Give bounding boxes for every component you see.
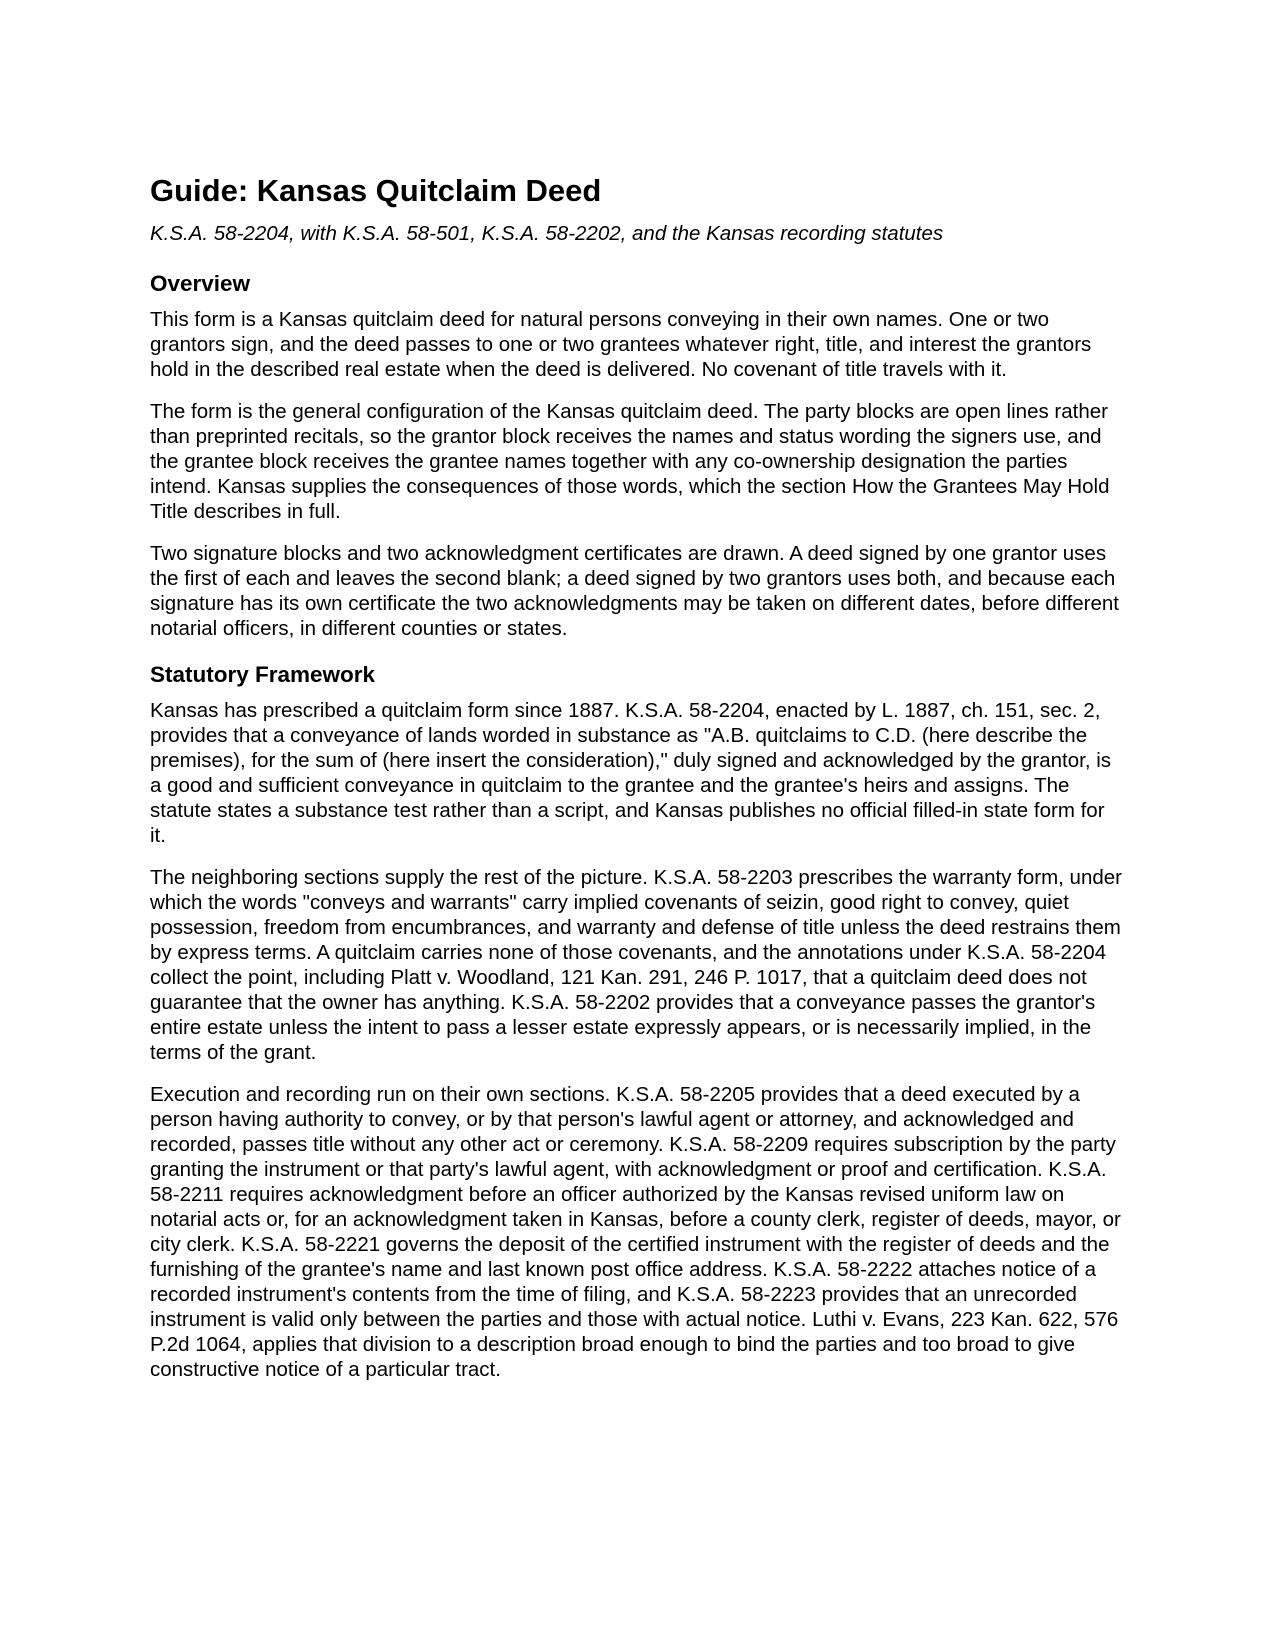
section-heading-statutory-framework: Statutory Framework [150, 661, 376, 687]
section-heading-overview: Overview [150, 270, 251, 296]
paragraph: Execution and recording run on their own sections. K.S.A. 58-2205 provides that a deed executed by a person having authority to convey, or by that person's lawful agent or attorney, and acknowledged and recorded, passes title without any other act or ceremony. K.S.A. 58-2209 requires subscription by the party granting the instrument or that party's lawful agent, with acknowledgment or proof and certification. K.S.A. 58-2211 requires acknowledgment before an officer authorized by the Kansas revised uniform law on notarial acts or, for an acknowledgment taken in Kansas, before a county clerk, register of deeds, mayor, or city clerk. K.S.A. 58-2221 governs the deposit of the certified instrument with the register of deeds and the furnishing of the grantee's name and last known post office address. K.S.A. 58-2222 attaches notice of a recorded instrument's contents from the time of filing, and K.S.A. 58-2223 provides that an unrecorded instrument is valid only between the parties and those with actual notice. Luthi v. Evans, 223 Kan. 622, 576 P.2d 1064, applies that division to a description broad enough to bind the parties and too broad to give constructive notice of a particular tract. [150, 1082, 1121, 1381]
document-subtitle: K.S.A. 58-2204, with K.S.A. 58-501, K.S.A. 58-2202, and the Kansas recording statutes [150, 222, 944, 246]
paragraph: Kansas has prescribed a quitclaim form since 1887. K.S.A. 58-2204, enacted by L. 1887, ch. 151, sec. 2, provides that a conveyance of lands worded in substance as "A.B. quitclaims to C.D. (here describe the premises), for the sum of (here insert the consideration)," duly signed and acknowledged by the grantor, is a good and sufficient conveyance in quitclaim to the grantee and the grantee's heirs and assigns. The statute states a substance test rather than a script, and Kansas publishes no official filled-in state form for it. [150, 698, 1112, 847]
section-overview [150, 270, 1126, 641]
document-page [150, 172, 1126, 1382]
document-title: Guide: Kansas Quitclaim Deed [150, 173, 602, 208]
paragraph: The neighboring sections supply the rest of the picture. K.S.A. 58-2203 prescribes the warranty form, under which the words "conveys and warrants" carry implied covenants of seizin, good right to convey, quiet possession, freedom from encumbrances, and warranty and defense of title unless the deed restrains them by express terms. A quitclaim carries none of those covenants, and the annotations under K.S.A. 58-2204 collect the point, including Platt v. Woodland, 121 Kan. 291, 246 P. 1017, that a quitclaim deed does not guarantee that the owner has anything. K.S.A. 58-2202 provides that a conveyance passes the grantor's entire estate unless the intent to pass a lesser estate expressly appears, or is necessarily implied, in the terms of the grant. [150, 865, 1122, 1064]
paragraph: Two signature blocks and two acknowledgment certificates are drawn. A deed signed by one grantor uses the first of each and leaves the second blank; a deed signed by two grantors uses both, and because each signature has its own certificate the two acknowledgments may be taken on different dates, before different notarial officers, in different counties or states. [150, 541, 1119, 640]
paragraph: The form is the general configuration of the Kansas quitclaim deed. The party blocks are open lines rather than preprinted recitals, so the grantor block receives the names and status wording the signers use, and the grantee block receives the grantee names together with any co-ownership designation the parties intend. Kansas supplies the consequences of those words, which the section How the Grantees May Hold Title describes in full. [150, 399, 1110, 523]
paragraph: This form is a Kansas quitclaim deed for natural persons conveying in their own names. One or two grantors sign, and the deed passes to one or two grantees whatever right, title, and interest the grantors hold in the described real estate when the deed is delivered. No covenant of title travels with it. [150, 307, 1092, 381]
section-statutory-framework [150, 661, 1126, 1382]
